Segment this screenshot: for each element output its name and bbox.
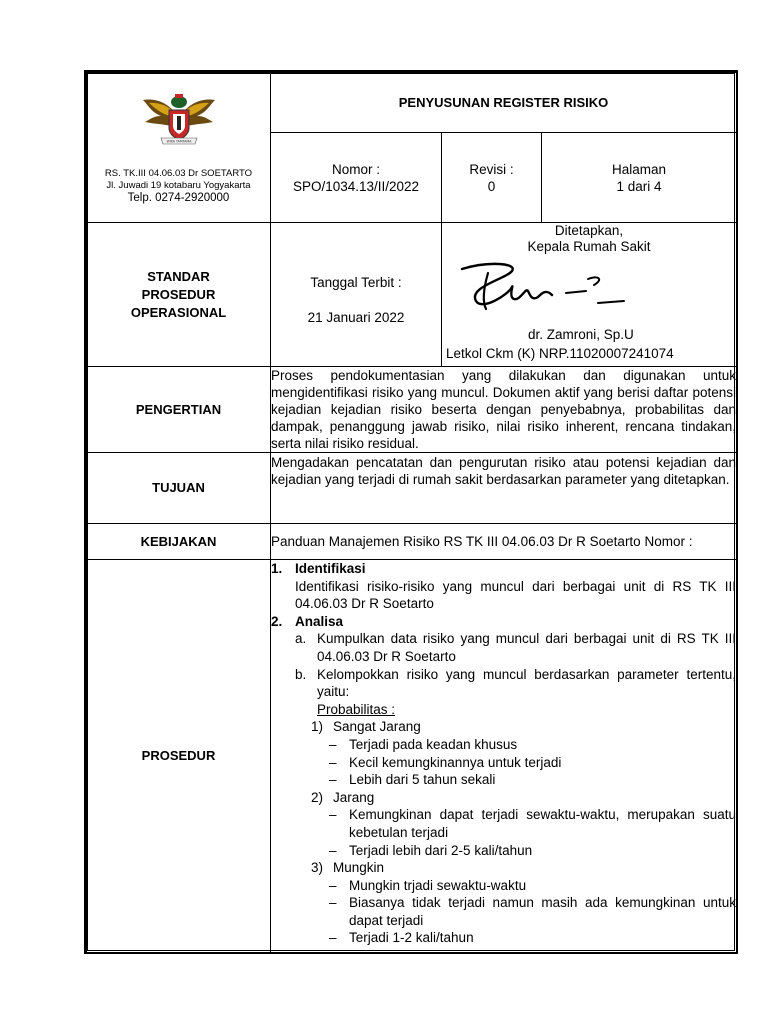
bullet-text: Terjadi lebih dari 2-5 kali/tahun bbox=[349, 842, 533, 858]
bullet-text: Terjadi pada keadan khusus bbox=[349, 736, 518, 752]
hospital-emblem-icon bbox=[139, 92, 219, 148]
sub-number: 3) bbox=[311, 860, 324, 876]
probabilitas-2 bbox=[271, 789, 736, 807]
spo-label-line2: PROSEDUR bbox=[141, 286, 216, 302]
bullet-item bbox=[271, 806, 736, 841]
tanggal-terbit-cell bbox=[271, 223, 442, 367]
step-analisa bbox=[271, 613, 736, 631]
hospital-identity-cell bbox=[87, 73, 271, 223]
hospital-address: Jl. Juwadi 19 kotabaru Yogyakarta bbox=[106, 179, 251, 191]
bullet-item bbox=[271, 736, 736, 754]
step-number: 2. bbox=[271, 613, 283, 629]
prosedur-content bbox=[271, 560, 737, 953]
sub-number: 2) bbox=[311, 789, 324, 805]
bullet-text: Mungkin trjadi sewaktu-waktu bbox=[349, 877, 527, 893]
bullet-text: Lebih dari 5 tahun sekali bbox=[349, 772, 496, 788]
bullet-item bbox=[271, 771, 736, 789]
spo-label-cell bbox=[87, 223, 271, 367]
spo-form bbox=[84, 70, 738, 954]
spo-table bbox=[86, 72, 737, 953]
dash-bullet: – bbox=[329, 877, 337, 893]
item-letter: b. bbox=[295, 666, 307, 682]
analisa-item-b bbox=[271, 666, 736, 701]
step-identifikasi-text: Identifikasi risiko-risiko yang muncul dari berbagai unit di RS TK III 04.06.03 Dr R Soetarto bbox=[295, 578, 737, 612]
kebijakan-label: KEBIJAKAN bbox=[87, 524, 271, 560]
bullet-text: Kecil kemungkinannya untuk terjadi bbox=[349, 754, 562, 770]
nomor-label: Nomor : bbox=[331, 161, 380, 177]
bullet-item bbox=[271, 894, 736, 929]
bullet-text: Kemungkinan dapat terjadi sewaktu-waktu, merupakan suatu kebetulan terjadi bbox=[349, 807, 737, 840]
step-title: Analisa bbox=[295, 613, 344, 629]
signature-icon bbox=[448, 257, 638, 317]
nomor-value: SPO/1034.13/II/2022 bbox=[292, 178, 420, 194]
bullet-text: Terjadi 1-2 kali/tahun bbox=[349, 930, 474, 946]
halaman-label: Halaman bbox=[611, 161, 667, 177]
spo-label-line1: STANDAR bbox=[147, 268, 210, 284]
spo-label-line3: OPERASIONAL bbox=[130, 304, 227, 320]
tujuan-text: Mengadakan pencatatan dan pengurutan risiko atau potensi kejadian dan kejadian yang terjadi di rumah sakit berdasarkan parameter yang ditetapkan. bbox=[271, 453, 737, 524]
probabilitas-3 bbox=[271, 859, 736, 877]
dash-bullet: – bbox=[329, 842, 337, 858]
sub-title: Sangat Jarang bbox=[333, 719, 421, 735]
item-letter: a. bbox=[295, 631, 307, 647]
bullet-item bbox=[271, 877, 736, 895]
halaman-cell bbox=[542, 133, 737, 223]
bullet-item bbox=[271, 929, 736, 947]
item-text: Kelompokkan risiko yang muncul berdasarkan parameter tertentu, yaitu: bbox=[317, 666, 737, 700]
hospital-name: RS. TK.III 04.06.03 Dr SOETARTO bbox=[104, 167, 253, 179]
document-title: PENYUSUNAN REGISTER RISIKO bbox=[271, 73, 737, 133]
pejabat-pangkat: Letkol Ckm (K) NRP.11020007241074 bbox=[446, 346, 674, 361]
pengesahan-cell bbox=[442, 223, 737, 367]
dash-bullet: – bbox=[329, 930, 337, 946]
emblem-motto: WIRA TAMTAMA bbox=[166, 139, 191, 143]
dash-bullet: – bbox=[329, 736, 337, 752]
tanggal-label: Tanggal Terbit : bbox=[310, 274, 402, 290]
jabatan-text: Kepala Rumah Sakit bbox=[527, 239, 651, 254]
step-identifikasi bbox=[271, 560, 736, 578]
prosedur-label: PROSEDUR bbox=[87, 560, 271, 953]
pengertian-label: PENGERTIAN bbox=[87, 367, 271, 453]
item-text: Kumpulkan data risiko yang muncul dari berbagai unit di RS TK III 04.06.03 Dr R Soetarto bbox=[317, 631, 737, 664]
tanggal-value: 21 Januari 2022 bbox=[307, 309, 405, 325]
revisi-cell bbox=[442, 133, 542, 223]
step-number: 1. bbox=[271, 561, 283, 576]
halaman-value: 1 dari 4 bbox=[616, 178, 662, 194]
nomor-cell bbox=[271, 133, 442, 223]
probabilitas-heading: Probabilitas : bbox=[317, 701, 396, 717]
step-title: Identifikasi bbox=[295, 561, 366, 576]
revisi-value: 0 bbox=[487, 178, 496, 194]
bullet-item bbox=[271, 842, 736, 860]
analisa-item-a bbox=[271, 630, 736, 665]
ditetapkan-text: Ditetapkan, bbox=[554, 223, 624, 238]
sub-title: Jarang bbox=[333, 789, 375, 805]
tujuan-label: TUJUAN bbox=[87, 453, 271, 524]
bullet-text: Biasanya tidak terjadi namun masih ada kemungkinan untuk dapat terjadi bbox=[349, 895, 737, 928]
sub-number: 1) bbox=[311, 719, 324, 735]
sub-title: Mungkin bbox=[333, 860, 385, 876]
pejabat-name: dr. Zamroni, Sp.U bbox=[528, 327, 634, 342]
bullet-item bbox=[271, 754, 736, 772]
dash-bullet: – bbox=[329, 807, 337, 823]
kebijakan-text: Panduan Manajemen Risiko RS TK III 04.06.03 Dr R Soetarto Nomor : bbox=[271, 524, 737, 560]
dash-bullet: – bbox=[329, 772, 337, 788]
revisi-label: Revisi : bbox=[469, 161, 514, 177]
probabilitas-1 bbox=[271, 718, 736, 736]
dash-bullet: – bbox=[329, 895, 337, 911]
dash-bullet: – bbox=[329, 754, 337, 770]
pengertian-text: Proses pendokumentasian yang dilakukan dan digunakan untuk mengidentifikasi risiko yang muncul. Dokumen aktif yang berisi daftar potensi kejadian kejadian risiko beserta dengan penyebabnya, probabilitas dan dampak, penanggung jawab risiko, nilai risiko inherent, rencana tindakan, serta nilai risiko residual. bbox=[271, 368, 737, 451]
hospital-phone: Telp. 0274-2920000 bbox=[127, 191, 230, 204]
